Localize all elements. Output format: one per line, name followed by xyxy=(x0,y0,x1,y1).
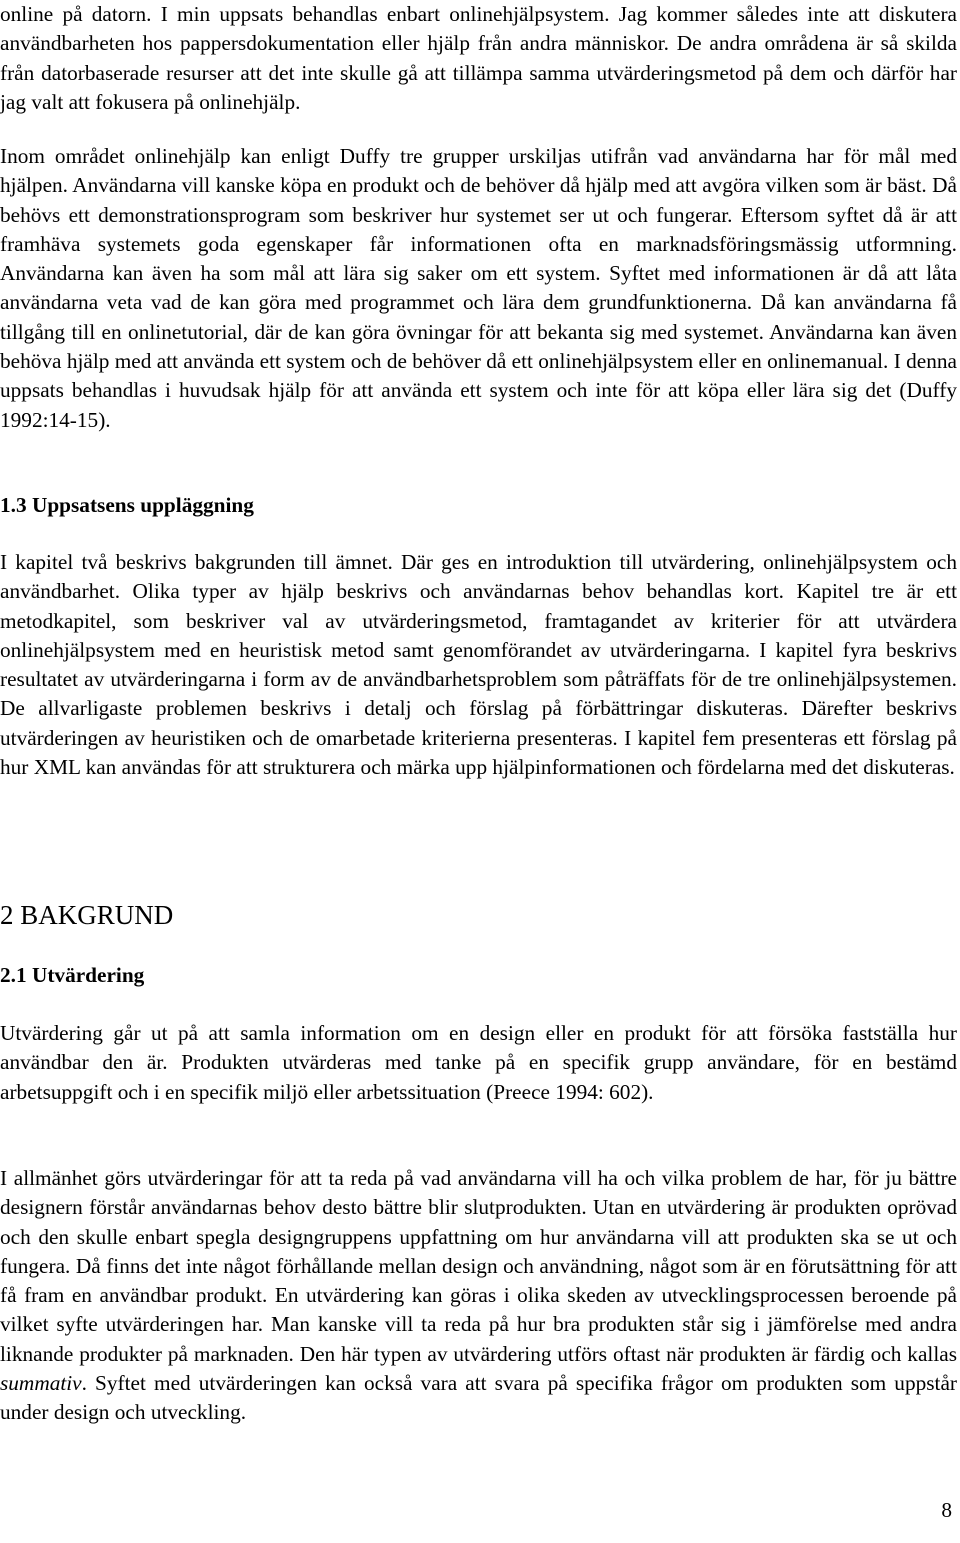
section-heading-1-3: 1.3 Uppsatsens uppläggning xyxy=(0,493,254,517)
paragraph-duffy-groups: Inom området onlinehjälp kan enligt Duffy tre grupper urskiljas utifrån vad användarna har för mål med hjälpen. Användarna vill kanske köpa en produkt och de behöver då hjälp med att avgöra vilken som är bäst. Då behövs ett demonstrationsprogram som beskriver hur systemet ser ut och fungerar. Eftersom syftet då är att framhäva systemets goda egenskaper får informationen ofta en marknadsföringsmässig utformning. Användarna kan även ha som mål att lära sig saker om ett system. Syftet med informationen är då att låta användarna veta vad de kan göra med programmet och lära dem grundfunktionerna. Då kan användarna få tillgång till en onlinetutorial, där de kan göra övningar för att bekanta sig med systemet. Användarna kan även behöva hjälp med att använda ett system och de behöver då ett onlinehjälpsystem eller en onlinemanual. I denna uppsats behandlas i huvudsak hjälp för att använda ett system och inte för att köpa eller lära sig det (Duffy 1992:14-15). xyxy=(0,144,957,432)
paragraph-evaluation-general xyxy=(0,1164,957,1428)
paragraph-text-part: . Syftet med utvärderingen kan också vara att svara på specifika frågor om produkten som uppstår under design och utveckling. xyxy=(0,1371,957,1425)
paragraph-evaluation-definition: Utvärdering går ut på att samla information om en design eller en produkt för att försöka fastställa hur användbar den är. Produkten utvärderas med tanke på en specifik grupp användare, för en bestämd arbetsuppgift och i en specifik miljö eller arbetssituation (Preece 1994: 602). xyxy=(0,1021,957,1104)
section-heading-2-1: 2.1 Utvärdering xyxy=(0,963,145,987)
term-summativ: summativ xyxy=(0,1371,82,1396)
paragraph-intro-continued: online på datorn. I min uppsats behandlas enbart onlinehjälpsystem. Jag kommer således inte att diskutera användbarheten hos pappersdokumentation eller hjälp från andra människor. De andra områdena är så skilda från datorbaserade resurser att det inte skulle gå att tillämpa samma utvärderingsmetod på dem och därför har jag valt att fokusera på onlinehjälp. xyxy=(0,2,957,114)
paragraph-structure: I kapitel två beskrivs bakgrunden till ämnet. Där ges en introduktion till utvärdering, onlinehjälpsystem och användbarhet. Olika typer av hjälp beskrivs och användarnas behov behandlas kort. Kapitel tre är ett metodkapitel, som beskriver val av utvärderingsmetod, framtagandet av kriterier för att utvärdera onlinehjälpsystem med en heuristisk metod samt genomförandet av utvärderingarna. I kapitel fyra beskrivs resultatet av utvärderingarna i form av de användbarhetsproblem som påträffats för de tre onlinehjälpsystemen. De allvarligaste problemen beskrivs i detalj och förslag på förbättringar diskuteras. Därefter beskrivs utvärderingen av heuristiken och de omarbetade kriterierna presenteras. I kapitel fem presenteras ett förslag på hur XML kan användas för att strukturera och märka upp hjälpinformationen och fördelarna med det diskuteras. xyxy=(0,550,957,780)
chapter-heading-2: 2 BAKGRUND xyxy=(0,900,174,930)
paragraph-text-part: I allmänhet görs utvärderingar för att ta reda på vad användarna vill ha och vilka problem de har, för ju bättre designern förstår användarnas behov desto bättre blir slutprodukten. Utan en utvärdering är produkten oprövad och den skulle enbart spegla designgruppens uppfattning om hur användarna vill att produkten ska se ut och fungera. Då finns det inte något förhållande mellan design och användning, något som är en förutsättning för att få fram en användbar produkt. En utvärdering kan göras i olika skeden av utvecklingsprocessen beroende på vilket syfte utvärderingen har. Man kanske vill ta reda på hur bra produkten står sig i jämförelse med andra liknande produkter på marknaden. Den här typen av utvärdering utförs oftast när produkten är färdig och kallas xyxy=(0,1166,957,1366)
page-number: 8 xyxy=(941,1498,952,1522)
